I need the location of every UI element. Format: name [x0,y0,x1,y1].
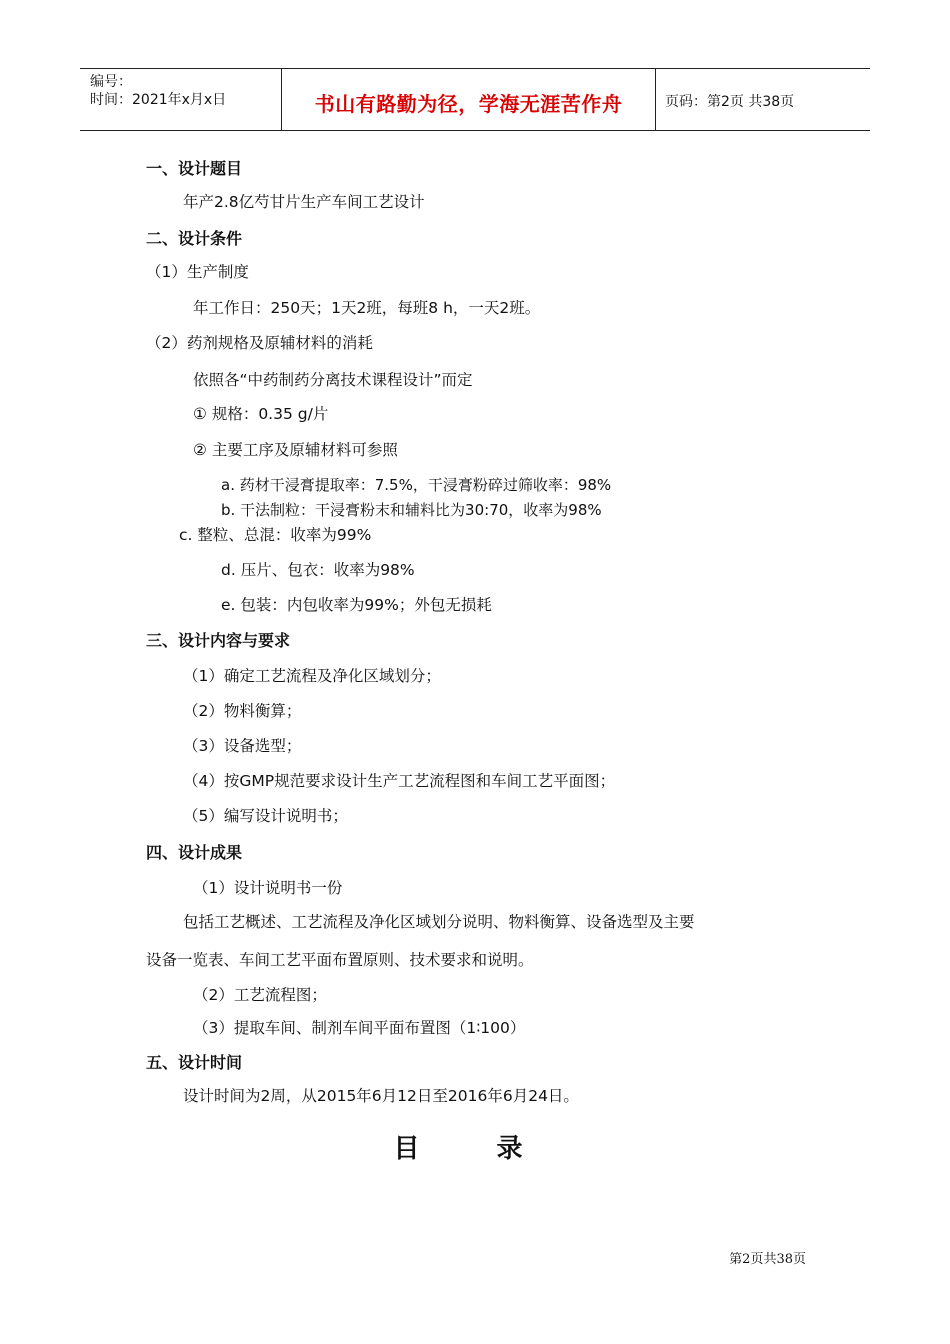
paragraph-line: 设备一览表、车间工艺平面布置原则、技术要求和说明。 [146,951,534,969]
paragraph-line: （5）编写设计说明书； [183,807,348,825]
section-heading: 五、设计时间 [146,1053,243,1072]
serial-label: 编号： [90,74,132,90]
motto: 书山有路勤为径，学海无涯苦作舟 [314,92,623,116]
paragraph-line: （4）按GMP规范要求设计生产工艺流程图和车间工艺平面图； [183,772,616,790]
header-page-cell [655,69,870,130]
paragraph-line: b. 干法制粒：干浸膏粉末和辅料比为30:70，收率为98% [221,501,602,519]
paragraph-line: ② 主要工序及原辅材料可参照 [193,441,398,459]
page-number-label: 页码：第2页 共38页 [665,94,795,110]
paragraph-line: （2）物料衡算； [183,702,302,720]
paragraph-line: a. 药材干浸膏提取率：7.5%，干浸膏粉碎过筛收率：98% [221,476,612,494]
section-heading: 二、设计条件 [146,229,243,248]
paragraph-line: 依照各“中药制药分离技术课程设计”而定 [193,371,473,389]
paragraph-line: （1）生产制度 [146,263,249,281]
paragraph-line: （3）设备选型； [183,737,302,755]
toc-title: 目 录 [393,1134,557,1164]
paragraph-line: d. 压片、包衣：收率为98% [221,561,415,579]
header-motto-cell [281,69,656,130]
paragraph-line: 设计时间为2周，从2015年6月12日至2016年6月24日。 [183,1087,579,1105]
paragraph-line: （2）工艺流程图； [193,986,327,1004]
section-heading: 三、设计内容与要求 [146,631,291,650]
paragraph-line: e. 包装：内包收率为99%；外包无损耗 [221,596,492,614]
page-footer: 第2页共38页 [729,1252,806,1267]
paragraph-line: c. 整粒、总混：收率为99% [179,526,372,544]
header-info-cell [80,69,281,130]
time-label: 时间：2021年x月x日 [90,92,227,108]
paragraph-line: （1）确定工艺流程及净化区域划分； [183,667,441,685]
page-header [80,68,870,131]
paragraph-line: 年产2.8亿芍甘片生产车间工艺设计 [183,193,425,211]
paragraph-line: （1）设计说明书一份 [193,879,343,897]
section-heading: 一、设计题目 [146,159,243,178]
paragraph-line: （3）提取车间、制剂车间平面布置图（1∶100） [193,1019,526,1037]
section-heading: 四、设计成果 [146,843,243,862]
paragraph-line: 包括工艺概述、工艺流程及净化区域划分说明、物料衡算、设备选型及主要 [183,913,695,931]
paragraph-line: 年工作日：250天；1天2班，每班8 h，一天2班。 [193,299,541,317]
paragraph-line: ① 规格：0.35 g/片 [193,405,329,423]
paragraph-line: （2）药剂规格及原辅材料的消耗 [146,334,373,352]
